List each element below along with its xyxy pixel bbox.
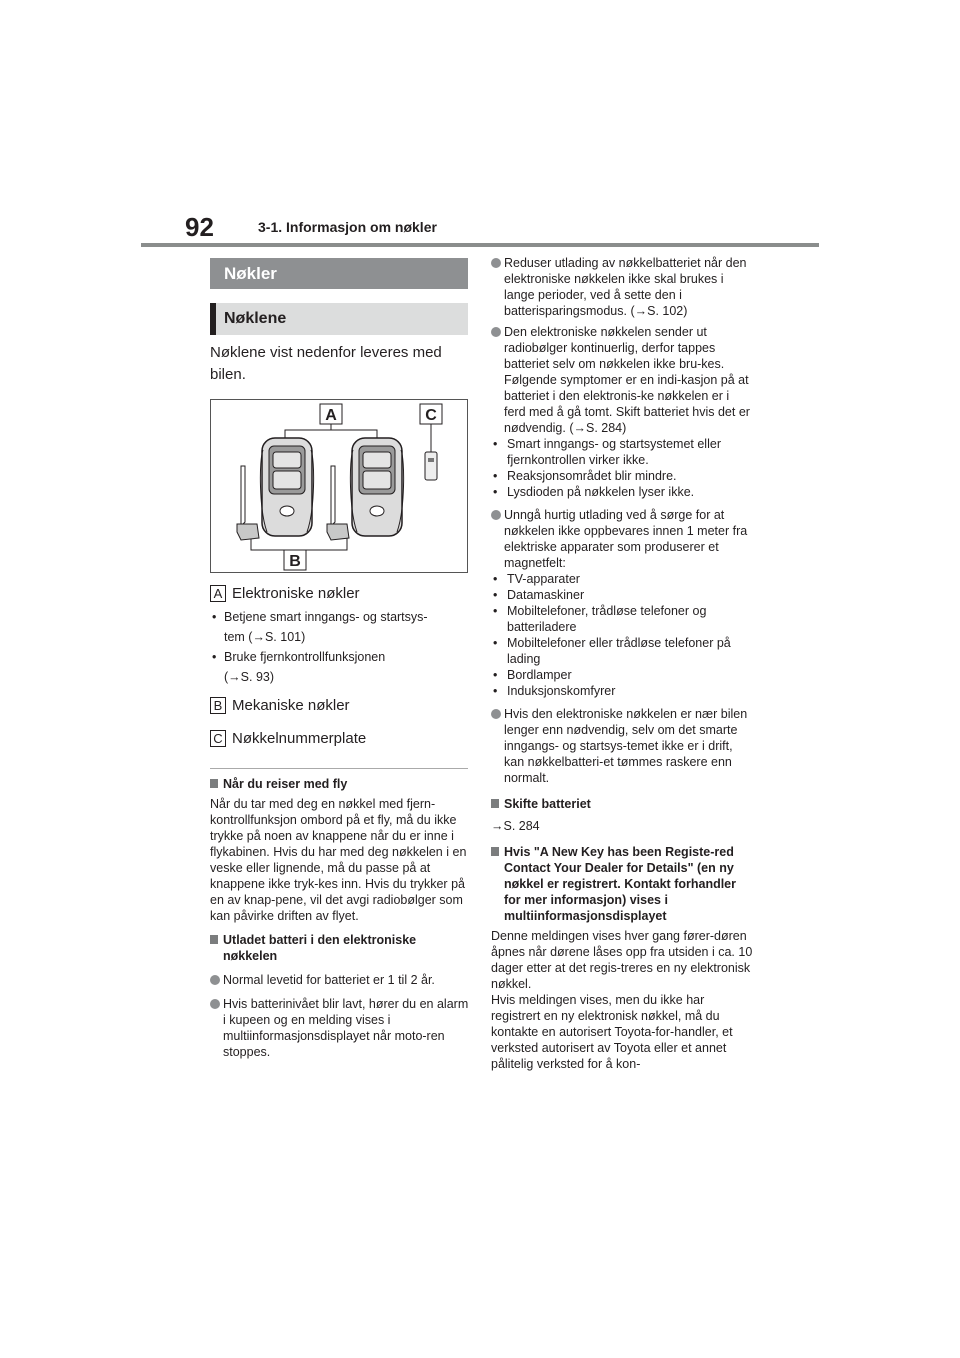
callout-a: A (325, 407, 337, 424)
right-item-3-bullet: • Datamaskiner (493, 588, 585, 602)
section-separator (210, 768, 468, 769)
legend-b-text: Mekaniske nøkler (232, 697, 350, 714)
right-item-2-bullet: • Smart inngangs- og startsystemet eller fjernkontrollen virker ikke. (493, 437, 721, 467)
subsection-title: Nøklene (224, 310, 287, 327)
right-item-3-bullet: • Bordlamper (493, 668, 572, 682)
callout-c: C (425, 407, 437, 424)
keys-illustration (210, 399, 468, 573)
right-item-2-bullet: • Reaksjonsområdet blir mindre. (493, 469, 677, 483)
right-item-2-bullet: • Lysdioden på nøkkelen lyser ikke. (493, 485, 695, 499)
intro-text: Nøklene vist nedenfor leveres med bilen. (210, 344, 442, 383)
legend-b-box: B (210, 697, 226, 714)
header-rule (141, 243, 819, 247)
battery-heading: Utladet batteri i den elektroniske nøkkelen (210, 932, 472, 964)
legend-a-bullet-1: • Betjene smart inngangs- og startsys- tem (→S. 101) (212, 610, 428, 644)
legend-a-bullet-2: • Bruke fjernkontrollfunksjonen (→S. 93) (212, 650, 386, 684)
new-key-text-1: Denne meldingen vises hver gang fører-døren åpnes når dørene låses opp fra utsiden i ca. 10 dager etter at det regis-treres en ny elektronisk nøkkel. (491, 929, 753, 991)
right-item-4: Hvis den elektroniske nøkkelen er nær bilen lenger enn nødvendig, selv om det smarte inngangs- og startsys-temet ikke er i drift, kan nøkkelbatteri-et tømmes raskere enn normalt. (491, 706, 753, 786)
section-title: 3-1. Informasjon om nøkler (258, 219, 437, 235)
electronic-key-right (350, 438, 403, 536)
page-number: 92 (185, 212, 214, 242)
legend-c (210, 730, 366, 747)
right-item-1: Reduser utlading av nøkkelbatteriet når den elektroniske nøkkelen ikke skal brukes i lange perioder, ved å sette den i batterisparingsmodus. (→S. 102) (491, 255, 753, 319)
legend-a (210, 585, 360, 602)
left-notes (210, 776, 472, 1060)
key-number-plate (425, 452, 437, 480)
right-item-3: Unngå hurtig utlading ved å sørge for at nøkkelen ikke oppbevares innen 1 meter fra elektriske apparater som produserer et magnetfelt: (491, 507, 753, 571)
legend-c-box: C (210, 730, 226, 747)
legend-b (210, 697, 350, 714)
right-item-3-bullet: • TV-apparater (493, 572, 580, 586)
battery-item-1: Normal levetid for batteriet er 1 til 2 år. (210, 972, 472, 988)
skift-ref: →S. 284 (491, 819, 540, 833)
skift-heading: Skifte batteriet (491, 796, 753, 812)
subsection-band (210, 303, 468, 335)
right-item-3-bullet: • Induksjonskomfyrer (493, 684, 616, 698)
right-item-2: Den elektroniske nøkkelen sender ut radiobølger kontinuerlig, derfor tappes batteriet selv om nøkkelen ikke bru-kes. Følgende symptomer er en indi-kasjon på at batteriet i den elektronis-ke nøkkelen er i ferd med å gå tomt. Skift batteriet hvis det er nødvendig. (→S. 284) (491, 324, 753, 436)
chapter-band: Nøkler (210, 258, 468, 289)
mechanical-key-left (237, 466, 259, 540)
legend-a-box: A (210, 585, 226, 602)
fly-heading: Når du reiser med fly (210, 776, 472, 792)
new-key-heading: Hvis "A New Key has been Registe-red Contact Your Dealer for Details" (en ny nøkkel er registrert. Kontakt forhandler for mer informasjon) vises i multiinformasjonsdisplayet (491, 844, 753, 924)
fly-text: Når du tar med deg en nøkkel med fjern-kontrollfunksjon ombord på et fly, må du ikke trykke på noen av knappene når du er inne i flykabinen. Hvis du har med deg nøkkelen i en veske eller lignende, må du passe på at knappene ikke tryk-kes inn. Hvis du trykker på en av knap-pene, vil det avgi radiobølger som kan påvirke driften av flyet. (210, 797, 467, 923)
new-key-text-2: Hvis meldingen vises, men du ikke har registrert en ny elektronisk nøkkel, må du kontakte en autorisert Toyota-for-handler, et verksted autorisert av Toyota eller et annet pålitelig verksted for å kon- (491, 993, 733, 1071)
legend-c-text: Nøkkelnummerplate (232, 730, 367, 747)
battery-item-2: Hvis batterinivået blir lavt, hører du en alarm i kupeen og en melding vises i multiinformasjonsdisplayet når moto-ren stoppes. (210, 996, 472, 1060)
mechanical-key-right (327, 466, 349, 540)
electronic-key-left (260, 438, 313, 536)
right-notes (491, 255, 753, 1072)
callout-b: B (289, 553, 301, 570)
right-item-3-bullet: • Mobiltelefoner eller trådløse telefoner på lading (493, 636, 731, 666)
right-item-3-bullet: • Mobiltelefoner, trådløse telefoner og batteriladere (493, 604, 707, 634)
legend-a-text: Elektroniske nøkler (232, 585, 360, 602)
